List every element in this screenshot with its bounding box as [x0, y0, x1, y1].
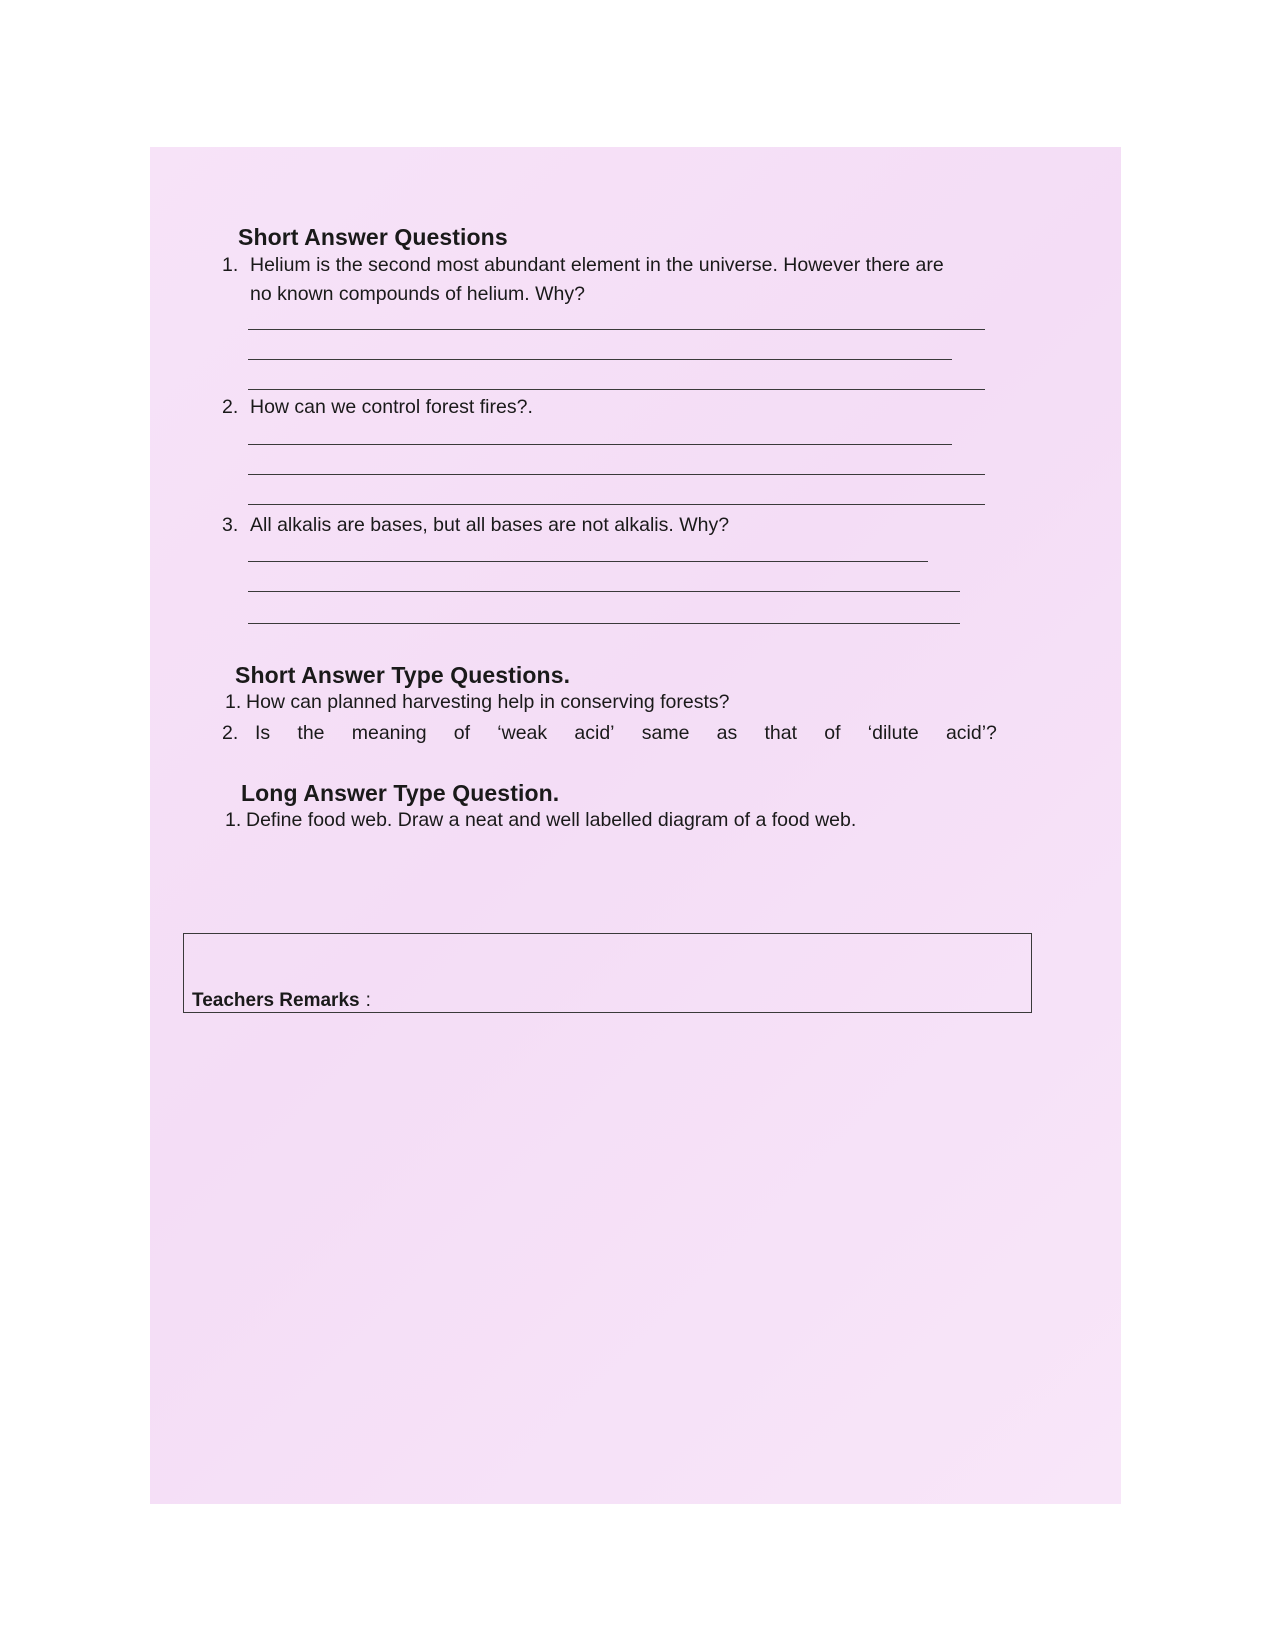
- question-1: [225, 688, 1085, 718]
- word: ‘weak: [497, 722, 548, 744]
- word: acid’?: [945, 722, 997, 744]
- word: acid’: [574, 722, 615, 744]
- answer-line[interactable]: [248, 474, 985, 475]
- question-number: 1.: [225, 691, 242, 713]
- answer-line[interactable]: [248, 359, 952, 360]
- question-1: [225, 806, 1085, 836]
- question-number: 2.: [222, 396, 239, 418]
- answer-line[interactable]: [248, 623, 960, 624]
- question-2: [222, 393, 1082, 423]
- answer-line[interactable]: [248, 389, 985, 390]
- word: of: [824, 722, 841, 744]
- remarks-underline: [183, 1012, 1032, 1013]
- question-text: How can we control forest fires?.: [250, 396, 533, 418]
- answer-line[interactable]: [248, 444, 952, 445]
- word: that: [764, 722, 798, 744]
- question-number: 1.: [225, 809, 242, 831]
- remarks-label: [192, 990, 371, 1012]
- question-number: 1.: [222, 254, 239, 276]
- word: Is: [255, 722, 271, 744]
- word: as: [716, 722, 738, 744]
- word: the: [297, 722, 325, 744]
- question-text-line-1: Helium is the second most abundant element in the universe. However there are: [250, 254, 944, 276]
- answer-line[interactable]: [248, 329, 985, 330]
- word: ‘dilute: [867, 722, 919, 744]
- question-1: [222, 251, 1082, 311]
- question-text: Define food web. Draw a neat and well labelled diagram of a food web.: [246, 809, 857, 831]
- answer-line[interactable]: [248, 504, 985, 505]
- question-number: 2.: [222, 722, 239, 744]
- word: same: [641, 722, 690, 744]
- word: meaning: [351, 722, 427, 744]
- section-title-short-answer-type: Short Answer Type Questions.: [235, 662, 571, 688]
- word: of: [453, 722, 471, 744]
- section-title-short-answer: Short Answer Questions: [238, 224, 508, 250]
- remarks-label-text: Teachers Remarks: [192, 990, 360, 1011]
- remarks-colon: :: [365, 990, 371, 1011]
- question-3: [222, 511, 1082, 541]
- question-text: How can planned harvesting help in conserving forests?: [246, 691, 730, 713]
- question-text-line-2: no known compounds of helium. Why?: [250, 283, 585, 305]
- section-title-long-answer-type: Long Answer Type Question.: [241, 780, 560, 806]
- question-text-justified: [255, 719, 997, 747]
- answer-line[interactable]: [248, 591, 960, 592]
- question-number: 3.: [222, 514, 239, 536]
- answer-line[interactable]: [248, 561, 928, 562]
- question-text: All alkalis are bases, but all bases are not alkalis. Why?: [250, 514, 730, 536]
- worksheet-page: [150, 147, 1121, 1504]
